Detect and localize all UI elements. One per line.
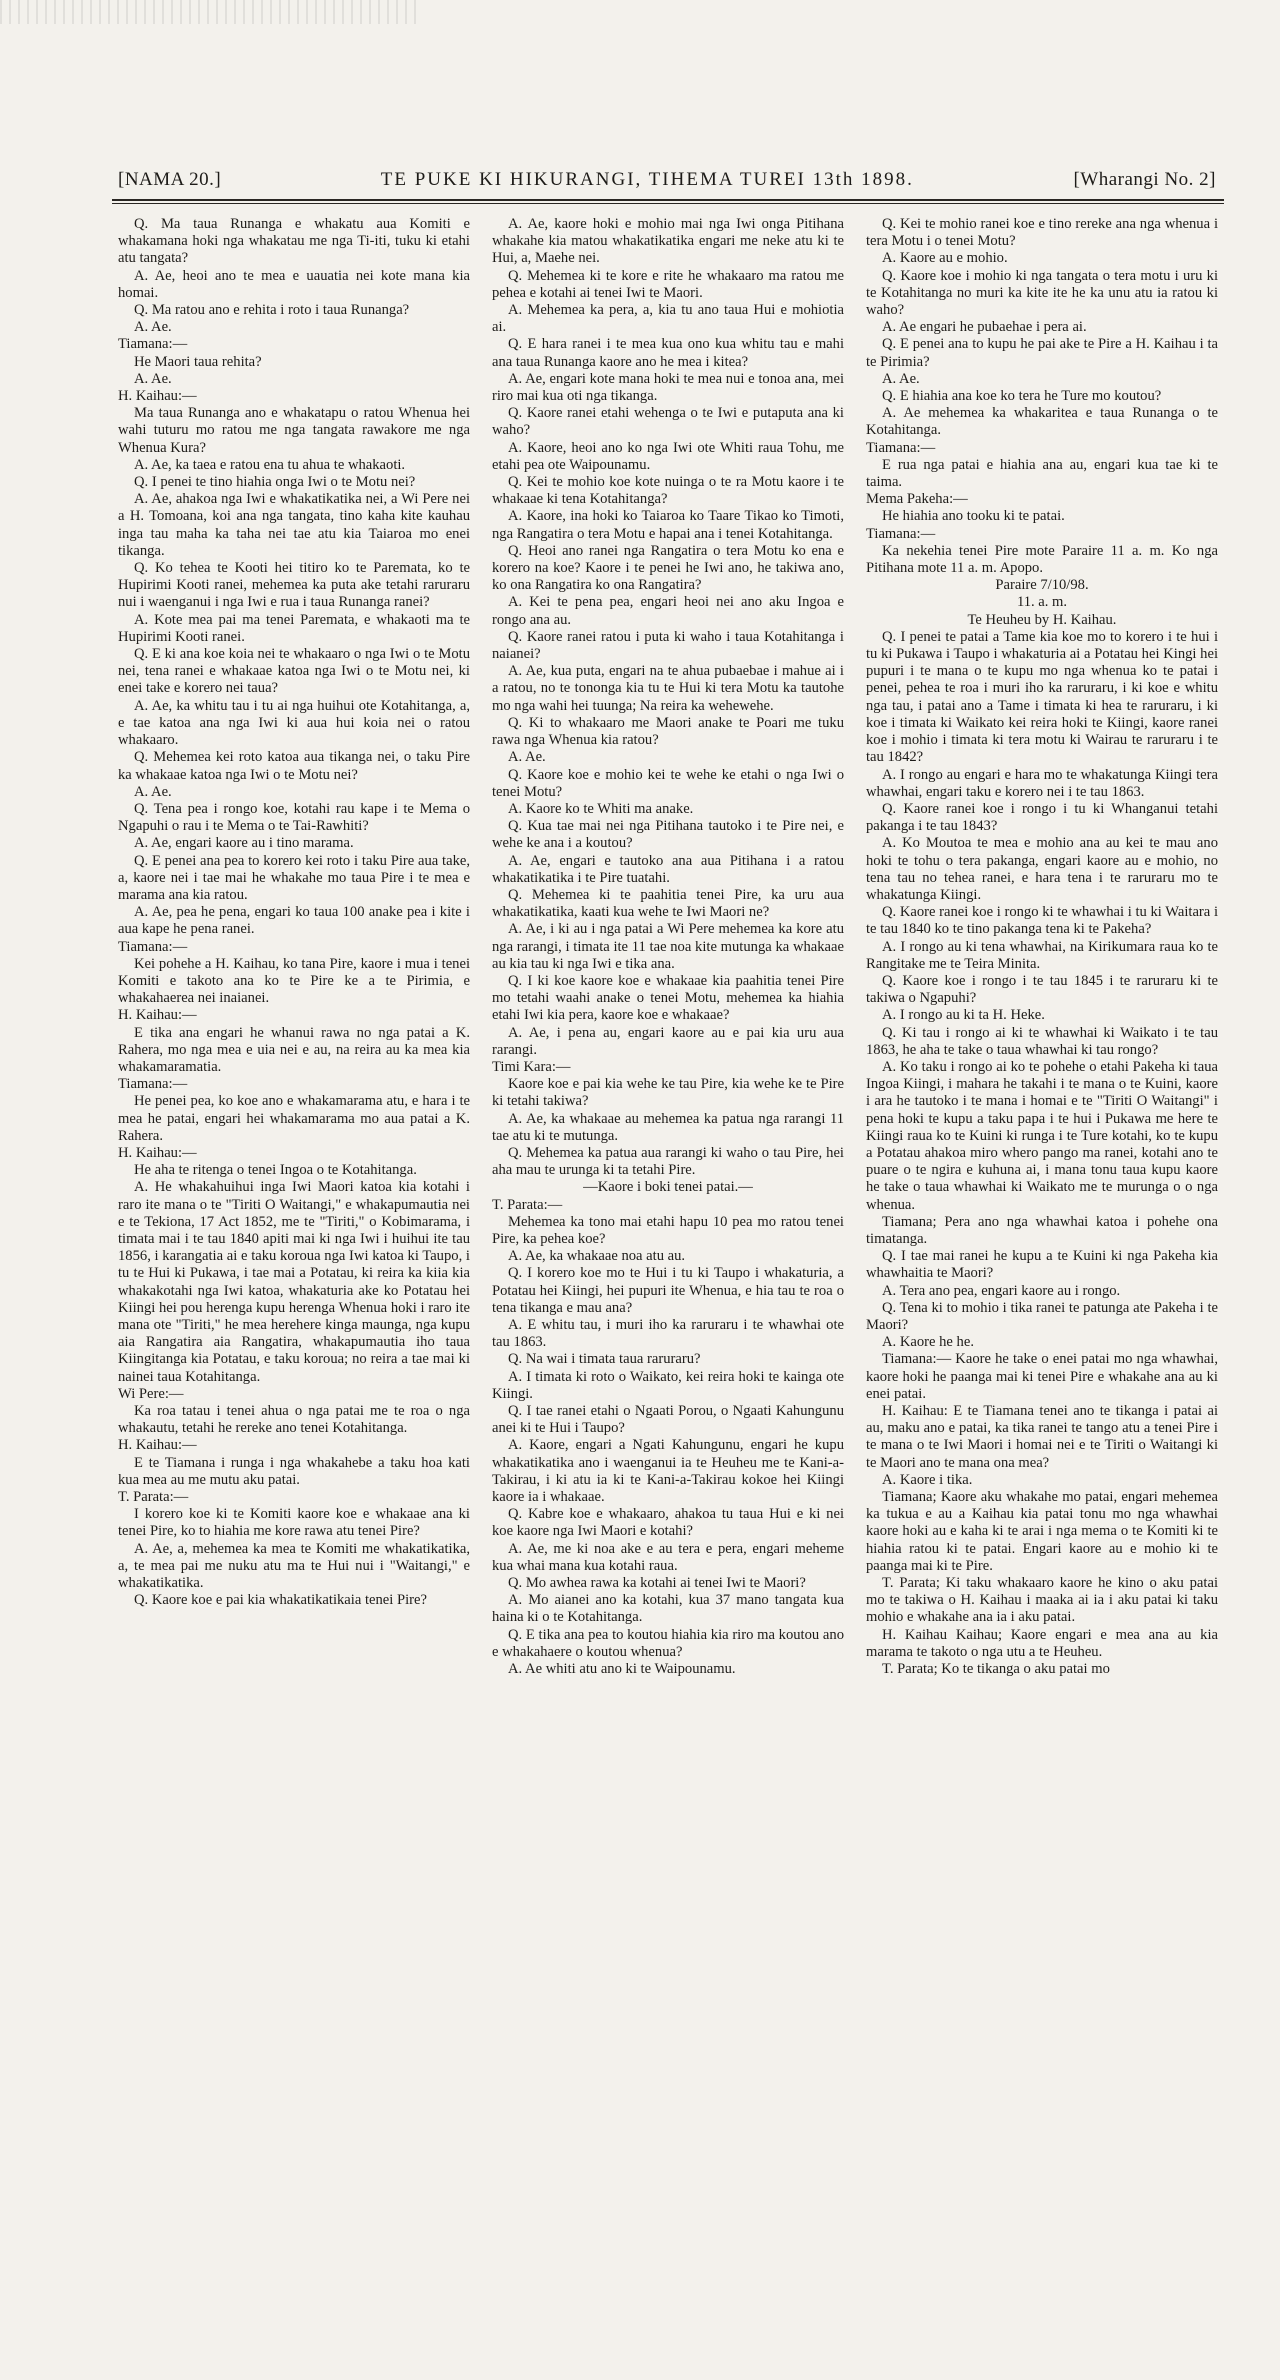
paragraph: Mehemea ka tono mai etahi hapu 10 pea mo ratou tenei Pire, ka pehea koe? <box>492 1213 844 1247</box>
paragraph: Tiamana:— <box>118 1076 188 1093</box>
paragraph: A. Ae, ahakoa nga Iwi e whakatikatika nei, a Wi Pere nei a H. Tomoana, koi ana nga tangata, tino kaha kite kauhau inga tau maha ka taha nei tae atu kia Taiaroa mo enei tikanga. <box>118 491 470 559</box>
paragraph: Q. Kaore ranei koe i rongo ki te whawhai i tu ki Waitara i te tau 1840 ko te tino pakanga tena ki te Pakeha? <box>866 904 1218 938</box>
paragraph: Q. Kaore koe i mohio ki nga tangata o tera motu i uru ki te Kotahitanga no muri ka kite ite he ka unu atu ia ratou ki waho? <box>866 267 1218 319</box>
masthead-rule <box>112 199 1224 201</box>
paragraph: A. Mehemea ka pera, a, kia tu ano taua Hui e mohiotia ai. <box>492 302 844 336</box>
paragraph: T. Parata; Ki taku whakaaro kaore he kino o aku patai mo te takiwa o H. Kaihau i maaka ai ia i aku patai ki taku mohio e whakahe ana ia i aku patai. <box>866 1575 1218 1626</box>
paragraph: A. I rongo au ki tena whawhai, na Kirikumara raua ko te Rangitake me te Teira Minita. <box>866 938 1218 972</box>
paragraph: Q. Mehemea ki te paahitia tenei Pire, ka uru aua whakatikatika, kaati kua wehe te Iwi Maori ne? <box>492 886 844 921</box>
masthead-rule-thin <box>112 203 1224 204</box>
paragraph: A. Ae, ka whakaae au mehemea ka patua nga rarangi 11 tae atu ki te mutunga. <box>492 1110 844 1144</box>
paragraph: Q. Heoi ano ranei nga Rangatira o tera Motu ko ena e korero na koe? Kaore i te penei he Iwi ano, he takiwa ano, ko ona Rangatira ko ona Rangatira? <box>492 542 844 594</box>
paragraph: Tiamana:— <box>118 336 188 353</box>
paragraph: Tiamana; Kaore aku whakahe mo patai, engari mehemea ka tukua e au a Kaihau kia patai tonu mo nga whawhai kaore hoki au e kaha ki te arai i nga mema o te Komiti ki te hiahia ratou ki te patai. Engari kaore au e mohio ki te paanga mai ki te Pire. <box>866 1489 1218 1574</box>
paragraph: Q. Mehemea ka patua aua rarangi ki waho o tau Pire, hei aha mau te urunga ki ta tetahi Pire. <box>492 1144 844 1179</box>
paragraph: A. Kaore, engari a Ngati Kahungunu, engari he kupu whakatikatika ano i waenganui ia te Heuheu me te Kani-a-Takirau, i ki atu ia ki te Kani-a-Takirau kokoe hei Kiingi kaore ia i whakaae. <box>492 1437 844 1506</box>
paragraph: A. Kote mea pai ma tenei Paremata, e whakaoti ma te Hupirimi Kooti ranei. <box>118 611 470 645</box>
paragraph: A. Ae. <box>134 783 172 800</box>
paragraph: Q. Ma taua Runanga e whakatu aua Komiti e whakamana hoki nga whakatau me nga Ti-iti, tuku ki etahi atu tangata? <box>118 216 470 267</box>
paragraph: H. Kaihau:— <box>118 388 197 405</box>
paragraph: A. Kaore au e mohio. <box>882 250 1008 267</box>
paragraph: Q. I tae ranei etahi o Ngaati Porou, o Ngaati Kahungunu anei ki te Hui i Taupo? <box>492 1403 844 1437</box>
paragraph: He aha te ritenga o tenei Ingoa o te Kotahitanga. <box>134 1162 417 1179</box>
paragraph: A. I timata ki roto o Waikato, kei reira hoki te kainga ote Kiingi. <box>492 1368 844 1402</box>
paragraph: Q. E hara ranei i te mea kua ono kua whitu tau e mahi ana taua Runanga kaore ano he mea i kitea? <box>492 336 844 370</box>
paragraph: H. Kaihau Kaihau; Kaore engari e mea ana au kia marama te takoto o nga utu a te Heuheu. <box>866 1626 1218 1660</box>
paragraph: Q. Kei te mohio koe kote nuinga o te ra Motu kaore i te whakaae ki tena Kotahitanga? <box>492 474 844 508</box>
paragraph: A. Ae, engari e tautoko ana aua Pitihana i a ratou whakatikatika i te Pire tuatahi. <box>492 852 844 886</box>
paragraph: Q. Tena ki to mohio i tika ranei te patunga ate Pakeha i te Maori? <box>866 1299 1218 1333</box>
paragraph: Q. Mehemea kei roto katoa aua tikanga nei, o taku Pire ka whakaae katoa nga Iwi o te Motu nei? <box>118 749 470 783</box>
paragraph: Tiamana:— <box>866 525 936 542</box>
paragraph: E rua nga patai e hiahia ana au, engari kua tae ki te taima. <box>866 456 1218 491</box>
column-1 <box>118 216 470 2350</box>
paragraph: Q. Kei te mohio ranei koe e tino rereke ana nga whenua i tera Motu i o tenei Motu? <box>866 216 1218 250</box>
paragraph: A. Mo aianei ano ka kotahi, kua 37 mano tangata kua haina ki o te Kotahitanga. <box>492 1592 844 1626</box>
paragraph: Q. I tae mai ranei he kupu a te Kuini ki nga Pakeha kia whawhaitia te Maori? <box>866 1248 1218 1282</box>
paragraph: Q. I korero koe mo te Hui i tu ki Taupo i whakaturia, a Potatau hei Kiingi, hei pupuri ite Whenua, e hia tau te roa o tena tikanga e mau ana? <box>492 1265 844 1316</box>
paragraph: Q. Ki tau i rongo ai ki te whawhai ki Waikato i te tau 1863, he aha te take o taua whawhai ki tau rongo? <box>866 1024 1218 1058</box>
paragraph: A. Ae engari he pubaehae i pera ai. <box>882 319 1087 336</box>
paragraph: A. Ae. <box>134 370 172 387</box>
paragraph: A. Kei te pena pea, engari heoi nei ano aku Ingoa e rongo ana au. <box>492 594 844 628</box>
paragraph: Q. E penei ana to kupu he pai ake te Pire a H. Kaihau i ta te Pirimia? <box>866 336 1218 370</box>
paragraph: A. He whakahuihui inga Iwi Maori katoa kia kotahi i raro ite mana o te "Tiriti O Waitangi," e whakapumautia nei e te Tekiona, 17 Act 1852, me te "Tiriti," o Kobimarama, i timata mai i te tau 1840 apiti mai ki nga Iwi i huihui ite tau 1856, i karangatia ai e taku koroua nga Iwi katoa ki Taupo, i tu te Hui ki Pukawa, i tae mai a Potatau, ki reira ka kiia kia whakakotahi nga Iwi katoa, whakaturia ake ko Potatau hei Kiingi hei pou herenga kupu herenga Whenua hoki i raro ite mana ote "Tiriti," he mea herehere kinga maunga, nga kupu aia Rangatira aia Rangatira, whakapumautia iho taua Kiingitanga kia Potatau, e taku koroua; no reira a tae mai ki nainei taua Kotahitanga. <box>118 1179 470 1385</box>
paragraph: H. Kaihau:— <box>118 1007 197 1024</box>
issue-number: [NAMA 20.] <box>118 169 222 190</box>
paragraph: A. Ae, engari kaore au i tino marama. <box>134 835 354 852</box>
paragraph: Q. Kaore koe e pai kia whakatikatikaia tenei Pire? <box>134 1592 427 1609</box>
paragraph: A. Ae, a, mehemea ka mea te Komiti me whakatikatika, a, te mea pai me nuku atu ma te Hui nui i "Waitangi," e whakatikatika. <box>118 1540 470 1592</box>
paragraph: Q. E tika ana pea to koutou hiahia kia riro ma koutou ano e whakahaere o koutou whenua? <box>492 1626 844 1660</box>
paragraph: Ka nekehia tenei Pire mote Paraire 11 a. m. Ko nga Pitihana mote 11 a. m. Apopo. <box>866 542 1218 577</box>
paragraph: A. Ae, i pena au, engari kaore au e pai kia uru aua rarangi. <box>492 1024 844 1058</box>
paragraph: He hiahia ano tooku ki te patai. <box>882 508 1065 525</box>
paragraph: Q. E penei ana pea to korero kei roto i taku Pire aua take, a, kaore nei i tae mai he whakahe mo taua Pire i te mea e marama ana kia ratou. <box>118 852 470 903</box>
paragraph: A. Ae, i ki au i nga patai a Wi Pere mehemea ka kore atu nga rarangi, i timata ite 11 tae noa kite mutunga ka whakaae au kia tau ki nga Iwi e tika ana. <box>492 921 844 972</box>
paragraph: Q. Na wai i timata taua raruraru? <box>508 1351 701 1368</box>
paragraph: T. Parata:— <box>492 1196 563 1213</box>
masthead <box>118 166 1216 194</box>
paragraph: Q. E hiahia ana koe ko tera he Ture mo koutou? <box>882 388 1162 405</box>
paragraph: Tiamana:— Kaore he take o enei patai mo nga whawhai, kaore hoki he paanga mai ki tenei Pire e whakahe ana au ki enei patai. <box>866 1351 1218 1402</box>
paragraph: T. Parata; Ko te tikanga o aku patai mo <box>882 1661 1110 1678</box>
paragraph: Mema Pakeha:— <box>866 491 968 508</box>
paragraph: —Kaore i boki tenei patai.— <box>583 1179 753 1196</box>
paragraph: E tika ana engari he whanui rawa no nga patai a K. Rahera, mo nga mea e uia nei e au, na reira au ka mea kia whakamaramatia. <box>118 1024 470 1075</box>
paragraph: 11. a. m. <box>1016 594 1068 611</box>
paragraph: A. Ae, ka taea e ratou ena tu ahua te whakaoti. <box>134 456 406 473</box>
paragraph: E te Tiamana i runga i nga whakahebe a taku hoa kati kua mea au me mutu aku patai. <box>118 1454 470 1488</box>
paragraph: A. Ae, engari kote mana hoki te mea nui e tonoa ana, mei riro mai kua oti nga tikanga. <box>492 370 844 405</box>
paragraph: Q. Kaore koe i rongo i te tau 1845 i te raruraru ki te takiwa o Ngapuhi? <box>866 972 1218 1007</box>
paragraph: H. Kaihau:— <box>118 1144 197 1161</box>
paragraph: Tiamana:— <box>866 439 936 456</box>
paragraph: A. E whitu tau, i muri iho ka raruraru i te whawhai ote tau 1863. <box>492 1317 844 1351</box>
newspaper-title: TE PUKE KI HIKURANGI, TIHEMA TUREI 13th 1898. <box>380 169 914 190</box>
paragraph: Tiamana; Pera ano nga whawhai katoa i pohehe ona timatanga. <box>866 1213 1218 1247</box>
paragraph: Q. E ki ana koe koia nei te whakaaro o nga Iwi o te Motu nei, tena ranei e whakaae katoa nga Iwi o te Motu nei, ki enei take e korero nei taua? <box>118 646 470 697</box>
paragraph: He penei pea, ko koe ano e whakamarama atu, e hara i te mea he patai, engari hei whakamarama mo aua patai a K. Rahera. <box>118 1093 470 1144</box>
paragraph: I korero koe ki te Komiti kaore koe e whakaae ana ki tenei Pire, ko to hiahia me kore rawa atu tenei Pire? <box>118 1506 470 1540</box>
paragraph: Q. Ko tehea te Kooti hei titiro ko te Paremata, ko te Hupirimi Kooti ranei, mehemea ka puta ake tetahi raruraru nui i waenganui i nga Iwi e rua i taua Runanga ranei? <box>118 560 470 611</box>
paragraph: A. Ae, kua puta, engari na te ahua pubaebae i mahue ai i a ratou, no te tononga kia tu te Hui ki tera Motu ka tautohe mo nga wahi hei tuunga; Na reira ka wehewehe. <box>492 663 844 714</box>
paragraph: A. Kaore, heoi ano ko nga Iwi ote Whiti raua Tohu, me etahi pea ote Waipounamu. <box>492 439 844 473</box>
paragraph: A. Ae. <box>134 319 172 336</box>
paragraph: A. Kaore, ina hoki ko Taiaroa ko Taare Tikao ko Timoti, nga Rangatira o tera Motu e hapai ana i tenei Kotahitanga. <box>492 508 844 542</box>
column-3 <box>866 216 1218 2350</box>
paragraph: A. Kaore i tika. <box>882 1471 973 1488</box>
paragraph: Q. Kaore ranei ratou i puta ki waho i taua Kotahitanga i naianei? <box>492 628 844 663</box>
paragraph: Kei pohehe a H. Kaihau, ko tana Pire, kaore i mua i tenei Komiti e takoto ana ko te Pire ke a te Pirimia, e whakahaerea nei inaianei. <box>118 955 470 1007</box>
paragraph: Timi Kara:— <box>492 1058 571 1075</box>
paragraph: Q. I ki koe kaore koe e whakaae kia paahitia tenei Pire mo tetahi waahi anake o tenei Motu, mehemea ka hiahia etahi Iwi kia pera, kaore koe e whakaae? <box>492 972 844 1024</box>
text-columns <box>118 216 1218 2350</box>
paragraph: He Maori taua rehita? <box>134 353 262 370</box>
paragraph: Q. Kabre koe e whakaaro, ahakoa tu taua Hui e ki nei koe kaore nga Iwi Maori e kotahi? <box>492 1506 844 1540</box>
paragraph: Q. I penei te patai a Tame kia koe mo to korero i te hui i tu ki Pukawa i Taupo i whakaturia ai a Potatau hei Kingi hei pupuri i te mana o te kupu mo nga whenua ko te patai i penei, pehea te roa i muri iho ka raruraru, i ki koe e whitu nga tau, i patai ano a Tame i timata ki hea te raruraru, i ki koe i timata ki Waikato kei reira hoki te Kiingi, kaore ranei koe i mohio i timata ki tera motu ki Wairau te raruraru i te tau 1842? <box>866 628 1218 766</box>
paragraph: A. Ae. <box>882 370 920 387</box>
paragraph: Paraire 7/10/98. <box>995 577 1089 594</box>
paragraph: Wi Pere:— <box>118 1385 184 1402</box>
column-2 <box>492 216 844 2350</box>
paragraph: A. Ae, kaore hoki e mohio mai nga Iwi onga Pitihana whakahe kia matou whakatikatika engari me neke atu ki te Hui, a, Maehe nei. <box>492 216 844 267</box>
paragraph: Q. Mehemea ki te kore e rite he whakaaro ma ratou me pehea e kotahi ai tenei Iwi te Maori. <box>492 267 844 301</box>
paragraph: Ka roa tatau i tenei ahua o nga patai me te roa o nga whakautu, tetahi he rereke ano tenei Kotahitanga. <box>118 1403 470 1437</box>
paragraph: A. Ae, ka whitu tau i tu ai nga huihui ote Kotahitanga, a, e tae katoa ana nga Iwi ki aua hui koia nei o ratou whakaaro. <box>118 697 470 749</box>
paragraph: Q. Kaore koe e mohio kei te wehe ke etahi o nga Iwi o tenei Motu? <box>492 766 844 800</box>
paragraph: A. Ko Moutoa te mea e mohio ana au kei te mau ano hoki te tohu o tera pakanga, engari kaore au e mohio, no tena tau no tehea ranei, e hara tena i te raruraru mo te whakatunga Kiingi. <box>866 835 1218 903</box>
paragraph: A. Ae, heoi ano te mea e uauatia nei kote mana kia homai. <box>118 267 470 301</box>
paragraph: A. Ae. <box>508 749 546 766</box>
paragraph: Q. I penei te tino hiahia onga Iwi o te Motu nei? <box>134 474 416 491</box>
paragraph: H. Kaihau:— <box>118 1437 197 1454</box>
page-number: [Wharangi No. 2] <box>1073 169 1216 190</box>
paragraph: Q. Ki to whakaaro me Maori anake te Poari me tuku rawa nga Whenua kia ratou? <box>492 714 844 749</box>
paragraph: Q. Kua tae mai nei nga Pitihana tautoko i te Pire nei, e wehe ke ana i a koutou? <box>492 818 844 852</box>
paragraph: Ma taua Runanga ano e whakatapu o ratou Whenua hei wahi tuturu mo ratou me nga tangata rawakore me nga Whenua Kura? <box>118 405 470 456</box>
paragraph: A. Ae whiti atu ano ki te Waipounamu. <box>508 1661 736 1678</box>
paragraph: Tiamana:— <box>118 938 188 955</box>
paragraph: A. I rongo au engari e hara mo te whakatunga Kiingi tera whawhai, engari taku e korero nei i te tau 1863. <box>866 766 1218 800</box>
paragraph: H. Kaihau: E te Tiamana tenei ano te tikanga i patai ai au, maku ano e patai, ka tika ranei te tango atu a tenei Pire i te mana o te Iwi Maori i homai nei e te Tiriti o Waitangi ki te Maori ano te mana ona mea? <box>866 1403 1218 1471</box>
paragraph: Q. Ma ratou ano e rehita i roto i taua Runanga? <box>134 302 410 319</box>
paragraph: A. Kaore ko te Whiti ma anake. <box>508 800 694 817</box>
paragraph: A. Ko taku i rongo ai ko te pohehe o etahi Pakeha ki taua Ingoa Kiingi, i mahara he takahi i te mana o te Kuini, kaore i ara he tautoko i te mana i homai e te "Tiriti O Waitangi" i pena hoki te kupu a taku papa i te hui i Pukawa me here te Kiingi raua ko te Kuini ki runga i te Ture kotahi, ko te kupu a Potatau ahakoa miro whero pango ma ranei, kotahi ano te puare o te ngira e kuhuna ai, i mana tonu taua kupu kaore he take o taua whawhai ki Waikato me te murunga o o nga whenua. <box>866 1058 1218 1213</box>
paragraph: A. Tera ano pea, engari kaore au i rongo. <box>882 1282 1121 1299</box>
paragraph: A. Ae mehemea ka whakaritea e taua Runanga o te Kotahitanga. <box>866 405 1218 439</box>
paragraph: Kaore koe e pai kia wehe ke tau Pire, kia wehe ke te Pire ki tetahi takiwa? <box>492 1076 844 1110</box>
paragraph: A. Ae, me ki noa ake e au tera e pera, engari meheme kua whai mana kua kotahi raua. <box>492 1540 844 1574</box>
print-speckle <box>0 0 420 24</box>
paragraph: Te Heuheu by H. Kaihau. <box>967 611 1117 628</box>
paragraph: Q. Tena pea i rongo koe, kotahi rau kape i te Mema o Ngapuhi o rau i te Mema o te Tai-Rawhiti? <box>118 800 470 835</box>
paragraph: A. Kaore he he. <box>882 1334 974 1351</box>
paragraph: Q. Mo awhea rawa ka kotahi ai tenei Iwi te Maori? <box>508 1575 806 1592</box>
paragraph: A. Ae, ka whakaae noa atu au. <box>508 1248 686 1265</box>
paragraph: A. Ae, pea he pena, engari ko taua 100 anake pea i kite i aua kape he pena ranei. <box>118 904 470 938</box>
paragraph: Q. Kaore ranei koe i rongo i tu ki Whanganui tetahi pakanga i te tau 1843? <box>866 800 1218 835</box>
paragraph: Q. Kaore ranei etahi wehenga o te Iwi e putaputa ana ki waho? <box>492 405 844 439</box>
paragraph: A. I rongo au ki ta H. Heke. <box>882 1007 1045 1024</box>
paragraph: T. Parata:— <box>118 1489 189 1506</box>
